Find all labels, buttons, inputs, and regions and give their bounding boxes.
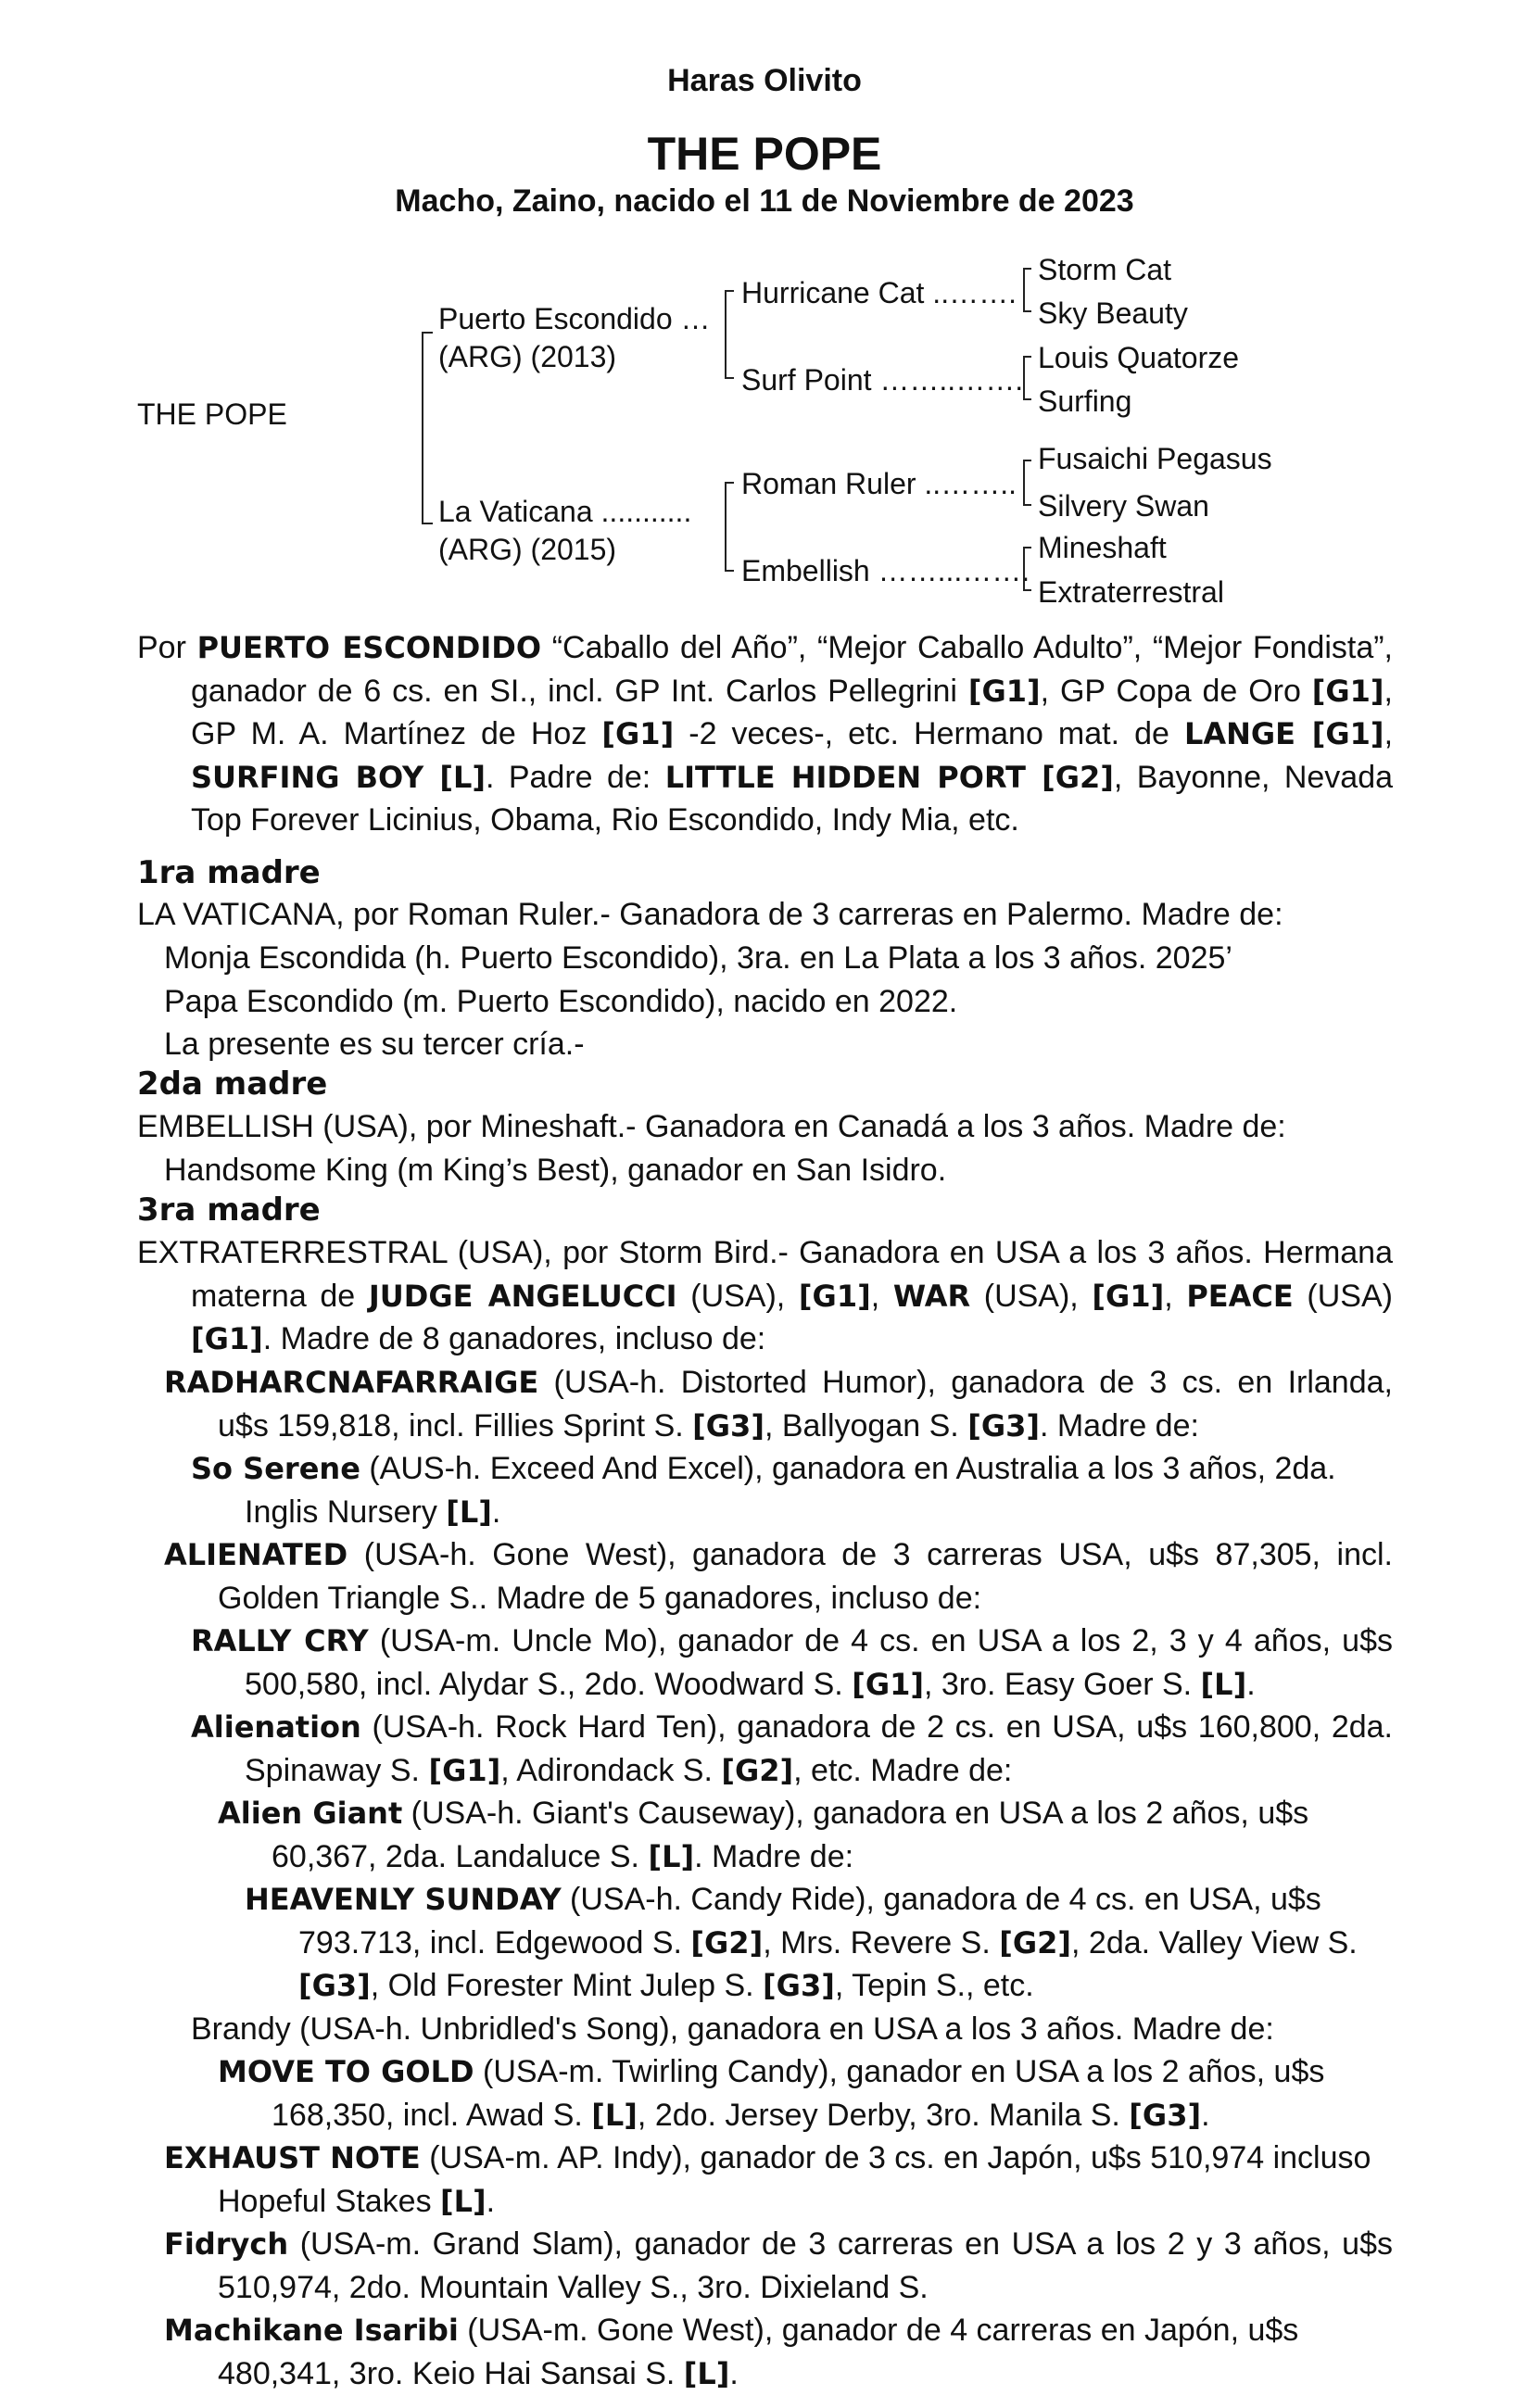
offspring-line: La presente es su tercer cría.- [164, 1027, 585, 1062]
bracket-line [1023, 460, 1031, 461]
great-grandparent: Silvery Swan [1038, 489, 1209, 523]
offspring-line: Handsome King (m King’s Best), ganador en San Isidro. [164, 1153, 947, 1188]
descendant-entry: Machikane Isaribi (USA-m. Gone West), ganador de 4 carreras en Japón, u$s 480,341, 3ro. Keio Hai Sansai S. [L]. [164, 2313, 1299, 2391]
dam-name: La Vaticana ........... [438, 495, 692, 528]
sire-paragraph: Por PUERTO ESCONDIDO “Caballo del Año”, “Mejor Caballo Adulto”, “Mejor Fondista”, ganador de 6 cs. en SI., incl. GP Int. Carlos Pellegrini [G1], GP Copa de Oro [G1], GP M. A. Martínez de Hoz [G1] -2 veces-, etc. Hermano mat. de LANGE [G1], SURFING BOY [L]. Padre de: LITTLE HIDDEN PORT [G2], Bayonne, Nevada Top Forever Licinius, Obama, Rio Escondido, Indy Mia, etc. [137, 630, 1394, 838]
grandparent: Roman Ruler ..…….. [741, 467, 1017, 500]
offspring-line: Monja Escondida (h. Puerto Escondido), 3ra. en La Plata a los 3 años. 2025’ [164, 940, 1232, 976]
bracket-line [725, 570, 734, 572]
descendant-entry: ALIENATED (USA-h. Gone West), ganadora de 3 carreras USA, u$s 87,305, incl. Golden Triangle S.. Madre de 5 ganadores, incluso de: [164, 1537, 1393, 1616]
bracket-line [1023, 504, 1031, 506]
bracket-line [422, 332, 433, 334]
bracket-line [1023, 356, 1031, 358]
bracket-line [725, 377, 734, 379]
great-grandparent: Louis Quatorze [1038, 341, 1240, 374]
horse-title: THE POPE [647, 128, 882, 180]
bracket-line [1023, 268, 1025, 312]
bracket-line [725, 482, 727, 572]
bracket-line [1023, 460, 1025, 506]
pedigree-subject: THE POPE [137, 397, 287, 431]
descendant-entry: EXHAUST NOTE (USA-m. AP. Indy), ganador de 3 cs. en Japón, u$s 510,974 incluso Hopeful Stakes [L]. [164, 2140, 1371, 2219]
third-dam-paragraph: EXTRATERRESTRAL (USA), por Storm Bird.- Ganadora en USA a los 3 años. Hermana materna de JUDGE ANGELUCCI (USA), [G1], WAR (USA), [G1], PEACE (USA) [G1]. Madre de 8 ganadores, incluso de: [137, 1235, 1393, 1356]
bracket-line [422, 332, 423, 524]
descendant-entry: RADHARCNAFARRAIGE (USA-h. Distorted Humor), ganadora de 3 cs. en Irlanda, u$s 159,818, incl. Fillies Sprint S. [G3], Ballyogan S. [G3]. Madre de: [164, 1365, 1393, 1444]
bracket-line [725, 482, 734, 484]
bracket-line [1023, 310, 1031, 312]
horse-description: Macho, Zaino, nacido el 11 de Noviembre de 2023 [395, 183, 1134, 219]
third-dam-heading: 3ra madre [137, 1191, 321, 1229]
bracket-line [1023, 268, 1031, 270]
grandparent: Embellish ……...……. [741, 554, 1030, 587]
sire-detail: (ARG) (2013) [438, 340, 617, 373]
great-grandparent: Fusaichi Pegasus [1038, 442, 1272, 475]
bracket-line [1023, 589, 1031, 591]
second-dam-intro: EMBELLISH (USA), por Mineshaft.- Ganadora en Canadá a los 3 años. Madre de: [137, 1109, 1286, 1144]
great-grandparent: Mineshaft [1038, 531, 1167, 564]
descendant-entry: Alien Giant (USA-h. Giant's Causeway), ganadora en USA a los 2 años, u$s 60,367, 2da. Landaluce S. [L]. Madre de: [218, 1796, 1309, 1874]
grandparent: Hurricane Cat ..……. [741, 276, 1017, 309]
descendant-entry: RALLY CRY (USA-m. Uncle Mo), ganador de 4 cs. en USA a los 2, 3 y 4 años, u$s 500,580, incl. Alydar S., 2do. Woodward S. [G1], 3ro. Easy Goer S. [L]. [191, 1623, 1393, 1702]
bracket-line [1023, 398, 1031, 400]
bracket-line [1023, 547, 1031, 548]
great-grandparent: Storm Cat [1038, 253, 1172, 286]
farm-name: Haras Olivito [667, 63, 862, 98]
great-grandparent: Surfing [1038, 385, 1132, 418]
descendant-entry: MOVE TO GOLD (USA-m. Twirling Candy), ganador en USA a los 2 años, u$s 168,350, incl. Awad S. [L], 2do. Jersey Derby, 3ro. Manila S. [G3]. [218, 2054, 1325, 2133]
sire-name: Puerto Escondido … [438, 302, 711, 335]
great-grandparent: Extraterrestral [1038, 575, 1224, 609]
bracket-line [1023, 547, 1025, 591]
bracket-line [422, 523, 433, 524]
first-dam-heading: 1ra madre [137, 854, 321, 891]
descendant-entry: HEAVENLY SUNDAY (USA-h. Candy Ride), ganadora de 4 cs. en USA, u$s 793.713, incl. Edgewood S. [G2], Mrs. Revere S. [G2], 2da. Valley View S. [G3], Old Forester Mint Julep S. [G3], Tepin S., etc. [245, 1882, 1358, 2003]
great-grandparent: Sky Beauty [1038, 296, 1188, 330]
bracket-line [1023, 356, 1025, 400]
bracket-line [725, 290, 727, 379]
descendant-entry: Brandy (USA-h. Unbridled's Song), ganadora en USA a los 3 años. Madre de: [191, 2011, 1274, 2047]
grandparent: Surf Point ……..……. [741, 363, 1024, 397]
first-dam-intro: LA VATICANA, por Roman Ruler.- Ganadora de 3 carreras en Palermo. Madre de: [137, 897, 1283, 932]
offspring-line: Papa Escondido (m. Puerto Escondido), nacido en 2022. [164, 984, 958, 1019]
dam-detail: (ARG) (2015) [438, 533, 617, 566]
descendant-entry: Fidrych (USA-m. Grand Slam), ganador de 3 carreras en USA a los 2 y 3 años, u$s 510,974, 2do. Mountain Valley S., 3ro. Dixieland S. [164, 2226, 1393, 2305]
descendant-entry: Alienation (USA-h. Rock Hard Ten), ganadora de 2 cs. en USA, u$s 160,800, 2da. Spinaway S. [G1], Adirondack S. [G2], etc. Madre de: [191, 1709, 1393, 1788]
second-dam-heading: 2da madre [137, 1065, 328, 1103]
descendant-entry: So Serene (AUS-h. Exceed And Excel), ganadora en Australia a los 3 años, 2da. Inglis Nursery [L]. [191, 1451, 1336, 1530]
bracket-line [725, 290, 734, 292]
